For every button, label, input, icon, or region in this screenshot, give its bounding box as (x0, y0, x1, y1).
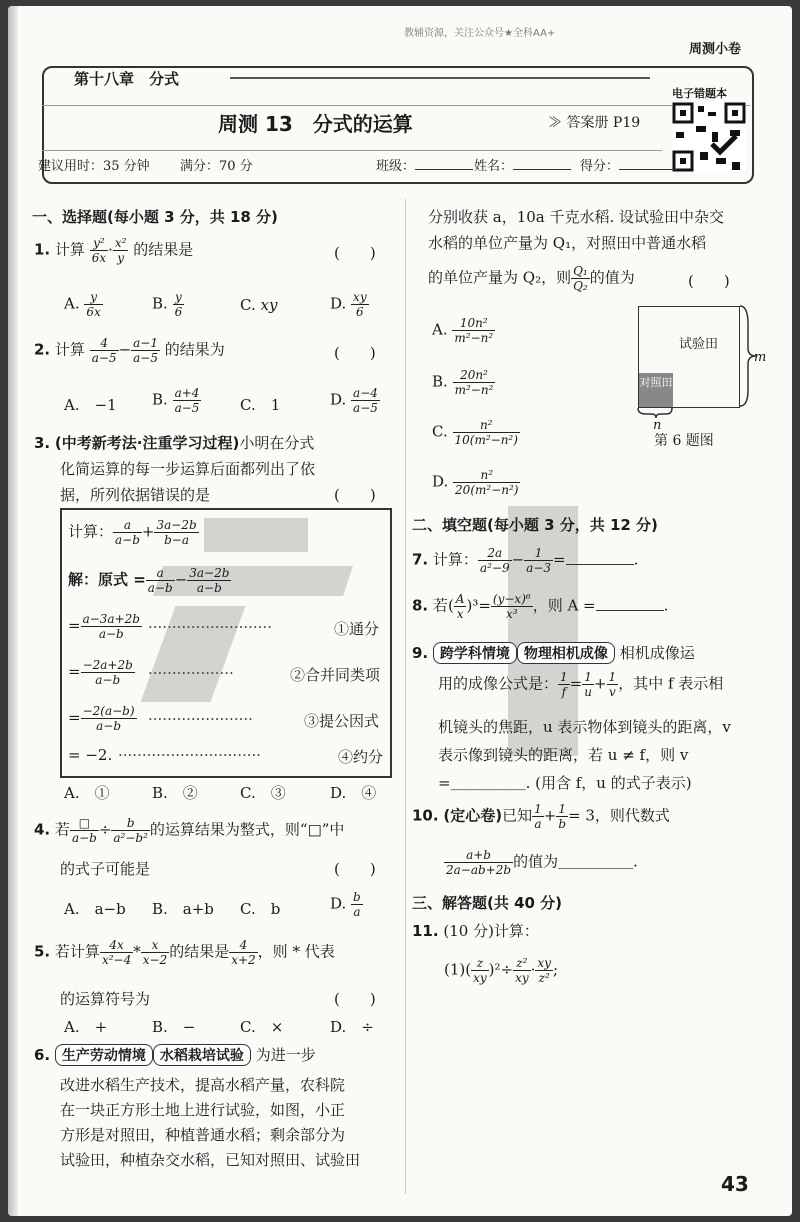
question-3-line1 (34, 432, 314, 453)
question-4: 4. 若 $\frac{□}{a-b}$ ÷ $\frac{b}{\text{a²−b²}}$ 的运算结果为整式，则“□”中 (34, 816, 345, 845)
q5-option-d[interactable]: D. ÷ (330, 1018, 374, 1036)
name-label: 姓名： (474, 159, 514, 174)
qr-label: 电子错题本 (672, 87, 727, 100)
series-label: 周测小卷 (689, 42, 742, 57)
q8-answer-blank[interactable] (596, 598, 664, 611)
q6-text8: 的单位产量为 Q₂，则 $\frac{\text{Q₁}}{\text{Q₂}}$ 的值为 (428, 264, 635, 293)
q6-text2: 改进水稻生产技术，提高水稻产量，农科院 (60, 1076, 346, 1094)
q9-text3: 机镜头的焦距，u 表示物体到镜头的距离，v (438, 718, 731, 736)
q6-text4: 方形是对照田，种植普通水稻；剩余部分为 (60, 1126, 346, 1144)
q9-text4: 表示像到镜头的距离，若 u ≠ f，则 v (438, 746, 689, 764)
q3-calc: 计算： $\frac{a}{a-b}$ + $\frac{3a-2b}{b-a}$ (68, 518, 197, 547)
question-10: 10. (定心卷)已知 $\frac{1}{a}$ + $\frac{1}{b}$ = 3，则代数式 (412, 802, 670, 831)
q10-pre: 已知 (502, 806, 533, 825)
q5-post: ，则 * 代表 (257, 942, 335, 961)
question-11 (412, 920, 539, 941)
question-6-line1 (34, 1044, 316, 1066)
fig-test-field-label: 试验田 (679, 337, 719, 352)
q3-number: 3. (34, 434, 51, 452)
chapter-rule (230, 77, 650, 79)
q8-number: 8. (412, 596, 429, 615)
q3-dots3: ······················ (148, 710, 253, 728)
q6-option-a[interactable]: A. $\frac{\text{10n²}}{\text{m²−n²}}$ (432, 316, 494, 345)
section-3-title: 三、解答题(共 40 分) (412, 894, 563, 912)
q1-number: 1. (34, 240, 51, 259)
class-label: 班级： (376, 159, 416, 174)
q10-line2: $\frac{a+b}{2a-ab+2b}$ 的值为＿＿＿＿＿. (446, 848, 638, 877)
q4-line2: 的式子可能是 (60, 860, 151, 878)
q3-step3: = $\frac{-2(a-b)}{a-b}$ (68, 704, 135, 733)
score-field[interactable] (580, 155, 677, 174)
q4-number: 4. (34, 820, 51, 839)
q2-option-c[interactable]: C. 1 (240, 396, 281, 414)
q6-paren: ( ) (688, 272, 730, 290)
q8-pre: 若 (432, 596, 448, 615)
q4-post: 的运算结果为整式，则“□”中 (149, 820, 345, 839)
q11-part1: (1)( $\frac{z}{xy}$ )²÷ $\frac{\text{z²}}{xy}$ · $\frac{xy}{\text{z²}}$ ; (444, 956, 559, 985)
q2-number: 2. (34, 340, 51, 359)
q4-pre: 若 (54, 820, 70, 839)
chapter-title: 第十八章 分式 (74, 70, 180, 88)
fig-m-label: m (754, 350, 767, 365)
q9-tag1: 跨学科情境 (433, 642, 517, 664)
q6-option-c[interactable]: C. $\frac{\text{n²}}{\text{10(m²−n²)}}$ (432, 418, 518, 447)
book-spine-shadow (8, 6, 18, 1216)
q3-step2: = $\frac{-2a+2b}{a-b}$ (68, 658, 133, 687)
q4-option-c[interactable]: C. b (240, 900, 281, 918)
fig-caption: 第 6 题图 (654, 433, 714, 449)
q7-number: 7. (412, 550, 429, 569)
q5-option-c[interactable]: C. × (240, 1018, 284, 1036)
q7-pre: 计算： (432, 550, 478, 569)
q7-answer-blank[interactable] (566, 552, 634, 565)
q5-line2: 的运算符号为 (60, 990, 151, 1008)
q6-text5: 试验田，种植杂交水稻，已知对照田、试验田 (60, 1151, 361, 1169)
q5-option-a[interactable]: A. + (64, 1018, 108, 1036)
q3-solution: 解：原式 = $\frac{a}{a-b}$ − $\frac{3a-2b}{a-b}$ (68, 566, 230, 595)
q5-pre: 若计算 (54, 942, 100, 961)
question-7: 7. 计算： $\frac{2a}{\text{a²−9}}$ − $\frac{1}{a-3}$ = . (412, 546, 639, 575)
q10-mid: = 3，则代数式 (568, 806, 670, 825)
section-2-title: 二、填空题(每小题 3 分，共 12 分) (412, 516, 658, 534)
q2-option-a[interactable]: A. −1 (64, 396, 117, 414)
q1-frac-a: $\frac{\text{y²}}{6x}$ (91, 236, 107, 265)
q4-option-d[interactable]: D. $\frac{b}{a}$ (330, 890, 361, 919)
header-divider (42, 105, 750, 106)
q3-paren: ( ) (334, 486, 376, 504)
q9-text2: 用的成像公式是： $\frac{1}{f}$ = $\frac{1}{u}$ + $\frac{1}{v}$ ，其中 f 表示相 (438, 670, 724, 699)
question-2: 2. 计算 $\frac{4}{a-5}$ − $\frac{a-1}{a-5}$ 的结果为 (34, 336, 225, 365)
question-8: 8. 若( $\frac{A}{x}$ )³= $\frac{\text{(y−x)⁶}}{\text{x³}}$ ，则 A = . (412, 592, 669, 621)
q10-number: 10. (412, 806, 439, 825)
q1-option-a[interactable]: A. $\frac{y}{6x}$ (64, 290, 101, 319)
q1-post: 的结果是 (133, 240, 194, 259)
q9-text1: 相机成像运 (619, 644, 695, 662)
q2-option-b[interactable]: B. $\frac{a+4}{a-5}$ (152, 386, 200, 415)
q1-frac-b: $\frac{\text{x²}}{y}$ (114, 236, 127, 265)
full-score: 满分：70 分 (180, 159, 253, 174)
q6-option-d[interactable]: D. $\frac{\text{n²}}{\text{20(m²−n²)}}$ (432, 468, 519, 497)
column-divider (405, 199, 406, 1194)
q3-tag: (中考新考法·注重学习过程) (54, 434, 240, 452)
q6-text7: 水稻的单位产量为 Q₁，对照田中普通水稻 (428, 234, 707, 252)
q3-option-c[interactable]: C. ③ (240, 784, 286, 802)
fig-control-field-label: 对照田 (639, 376, 673, 389)
q9-number: 9. (412, 644, 429, 662)
q8-post: ，则 A = (532, 596, 596, 615)
section-1-title: 一、选择题(每小题 3 分，共 18 分) (32, 208, 278, 226)
q10-tag: 定心卷 (450, 806, 496, 825)
question-1: 1. 计算 $\frac{\text{y²}}{6x}$ · $\frac{\text{x²}}{y}$ 的结果是 (34, 236, 194, 265)
q4-option-b[interactable]: B. a+b (152, 900, 214, 918)
q3-final: = −2. (68, 746, 113, 764)
q2-pre: 计算 (54, 340, 85, 359)
q3-step4-label: ④约分 (338, 748, 384, 766)
q10-post: 的值为＿＿＿＿＿. (513, 852, 638, 871)
class-field[interactable] (376, 155, 473, 174)
q3-step1-label: ①通分 (334, 620, 380, 638)
q11-text: (10 分)计算： (443, 922, 539, 940)
q3-step3-label: ③提公因式 (304, 712, 380, 730)
score-label: 得分： (580, 159, 620, 174)
source-note: 教辅资源，关注公众号★全科AA+ (404, 28, 556, 39)
q6-text3: 在一块正方形土地上进行试验，如图，小正 (60, 1101, 346, 1119)
fig-control-field (639, 373, 673, 407)
q6-text1: 为进一步 (255, 1046, 316, 1064)
q2-option-d[interactable]: D. $\frac{a-4}{a-5}$ (330, 386, 378, 415)
page-number: 43 (721, 1172, 749, 1196)
q3-dots1: ·························· (148, 618, 272, 636)
q1-option-d[interactable]: D. $\frac{xy}{6}$ (330, 290, 367, 319)
q3-dots4: ······························ (118, 746, 262, 764)
q3-option-d[interactable]: D. ④ (330, 784, 377, 802)
q3-text1: 小明在分式 (239, 434, 315, 452)
q6-number: 6. (34, 1046, 51, 1064)
q3-step2-label: ②合并同类项 (290, 666, 381, 684)
q3-work-box (60, 508, 392, 778)
page-title: 周测 13 分式的运算 (218, 112, 413, 136)
q3-text3: 据，所列依据错误的是 (60, 486, 211, 504)
q2-post: 的结果为 (164, 340, 225, 359)
page (8, 6, 792, 1216)
q3-step1: = $\frac{a-3a+2b}{a-b}$ (68, 612, 140, 641)
answer-reference: ≫ 答案册 P19 (548, 115, 641, 131)
q1-option-c[interactable]: C. xy (240, 296, 278, 314)
q1-option-b[interactable]: B. $\frac{y}{6}$ (152, 290, 183, 319)
time-limit: 建议用时：35 分钟 (38, 159, 150, 174)
q5-paren: ( ) (334, 990, 376, 1008)
q3-dots2: ·················· (148, 664, 234, 682)
name-field[interactable] (474, 155, 571, 174)
q2-paren: ( ) (334, 344, 376, 362)
q4-paren: ( ) (334, 860, 376, 878)
q6-tag1: 生产劳动情境 (55, 1044, 153, 1066)
q3-option-b[interactable]: B. ② (152, 784, 198, 802)
qr-code-icon[interactable] (672, 102, 746, 172)
q1-pre: 计算 (54, 240, 85, 259)
q1-paren: ( ) (334, 244, 376, 262)
fig-n-label: n (653, 418, 662, 433)
question-9-line1 (412, 642, 695, 664)
q9-text5: =＿＿＿＿＿. (用含 f，u 的式子表示) (438, 774, 692, 792)
q5-mid: 的结果是 (169, 942, 230, 961)
q5-option-b[interactable]: B. − (152, 1018, 196, 1036)
q11-number: 11. (412, 922, 439, 940)
q6-tag2: 水稻栽培试验 (153, 1044, 251, 1066)
q6-figure (638, 306, 740, 408)
q5-number: 5. (34, 942, 51, 961)
q9-tag2: 物理相机成像 (517, 642, 615, 664)
question-5: 5. 若计算 $\frac{4x}{\text{x²−4}}$ * $\frac{x}{x-2}$ 的结果是 $\frac{4}{x+2}$ ，则 * 代表 (34, 938, 335, 967)
q6-text6: 分别收获 a，10a 千克水稻. 设试验田中杂交 (428, 208, 725, 226)
q3-text2: 化简运算的每一步运算后面都列出了依 (60, 460, 316, 478)
q4-option-a[interactable]: A. a−b (64, 900, 126, 918)
q6-option-b[interactable]: B. $\frac{\text{20n²}}{\text{m²−n²}}$ (432, 368, 494, 397)
header-divider-bottom (42, 150, 662, 151)
q3-option-a[interactable]: A. ① (64, 784, 110, 802)
